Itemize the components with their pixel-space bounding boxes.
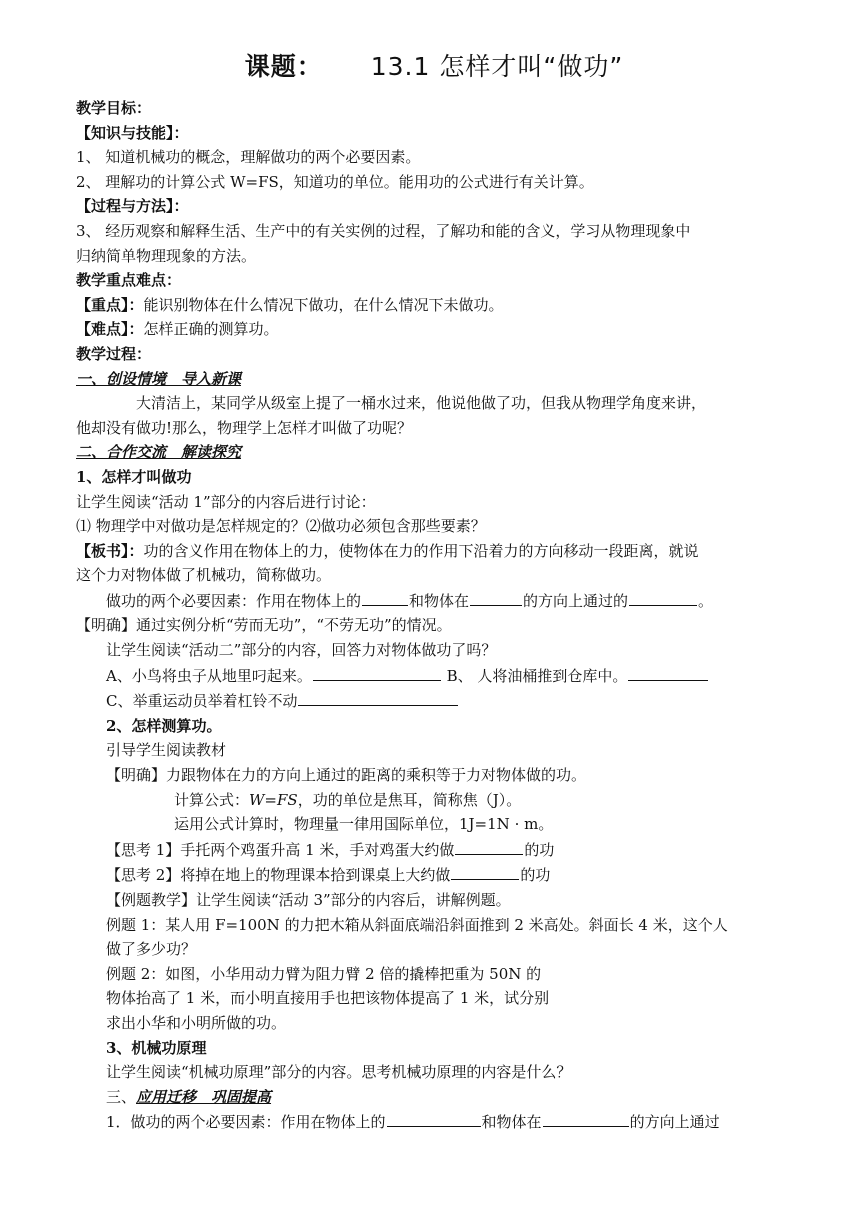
option-c-line <box>76 688 792 714</box>
think-2-suffix: 的功 <box>520 866 551 885</box>
knowledge-heading: 【知识与技能】： <box>76 123 189 142</box>
think-1-text: 【思考 1】手托两个鸡蛋升高 1 米，手对鸡蛋大约做 <box>106 840 455 859</box>
clarify-2: 【明确】力跟物体在力的方向上通过的距离的乘积等于力对物体做的功。 <box>106 766 587 785</box>
hard-point <box>76 317 792 342</box>
blank-distance[interactable] <box>629 588 697 606</box>
blank-option-c[interactable] <box>298 688 458 706</box>
objectives-heading: 教学目标： <box>76 99 152 117</box>
activity-1-line: 让学生阅读“活动 1”部分的内容后进行讨论： <box>76 492 376 511</box>
key-point <box>76 293 792 318</box>
question-1-text-a: 1．做功的两个必要因素：作用在物体上的 <box>106 1113 386 1132</box>
blank-option-a[interactable] <box>313 663 441 681</box>
example-2c: 求出小华和小明所做的功。 <box>106 1013 287 1032</box>
factors-text-d: 。 <box>698 591 714 610</box>
page-title <box>76 38 792 96</box>
title-text: 13.1 怎样才叫“做功” <box>370 52 624 81</box>
process-heading: 教学过程： <box>76 344 152 363</box>
blank-think-1[interactable] <box>455 837 523 855</box>
blank-direction[interactable] <box>470 588 522 606</box>
example-1a: 例题 1：某人用 F=100N 的力把木箱从斜面底端沿斜面推到 2 米高处。斜面长 4 米，这个人 <box>106 915 728 934</box>
board-label: 【板书】： <box>76 541 144 560</box>
hard-label: 【难点】： <box>76 320 144 339</box>
board-text-2: 这个力对物体做了机械功，简称做功。 <box>76 566 332 585</box>
title-label: 课题： <box>244 52 323 81</box>
formula-pre: 计算公式： <box>174 790 250 809</box>
factors-text-a: 做功的两个必要因素：作用在物体上的 <box>106 591 362 610</box>
blank-q1-direction[interactable] <box>543 1109 629 1127</box>
guide-line: 引导学生阅读教材 <box>106 741 227 760</box>
example-2b: 物体抬高了 1 米，而小明直接用手也把该物体提高了 1 米，试分别 <box>106 989 550 1008</box>
key-text: 能识别物体在什么情况下做功，在什么情况下未做功。 <box>143 295 504 314</box>
subsection-2-heading: 2、怎样测算功。 <box>106 716 222 735</box>
discussion-questions: ⑴ 物理学中对做功是怎样规定的？⑵做功必须包含那些要素？ <box>76 517 486 536</box>
think-1-suffix: 的功 <box>524 840 555 859</box>
hard-text: 怎样正确的测算功。 <box>143 320 279 339</box>
factors-text-b: 和物体在 <box>409 591 470 610</box>
document-page <box>76 38 792 1135</box>
principle-line: 让学生阅读“机械功原理”部分的内容。思考机械功原理的内容是什么？ <box>106 1063 572 1082</box>
options-ab <box>76 663 792 689</box>
section-3-text: 应用迁移 巩固提高 <box>136 1087 272 1106</box>
activity-2-line: 让学生阅读“活动二”部分的内容，回答力对物体做功了吗？ <box>106 641 497 660</box>
question-1-text-b: 和物体在 <box>481 1113 542 1132</box>
factors-line <box>76 588 792 614</box>
key-label: 【重点】： <box>76 295 144 314</box>
example-teach: 【例题教学】让学生阅读“活动 3”部分的内容后，讲解例题。 <box>106 891 511 909</box>
section-3-num: 三、 <box>106 1087 137 1106</box>
objective-item-3b: 归纳简单物理现象的方法。 <box>76 246 257 265</box>
units-line: 运用公式计算时，物理量一律用国际单位，1J=1N · m。 <box>174 815 554 834</box>
objective-item-3a: 3、 经历观察和解释生活、生产中的有关实例的过程，了解功和能的含义，学习从物理现象中 <box>76 221 691 240</box>
blank-option-b[interactable] <box>628 663 708 681</box>
blank-think-2[interactable] <box>451 862 519 880</box>
clarify-1: 【明确】通过实例分析“劳而无功”，“不劳无功”的情况。 <box>76 616 452 635</box>
factors-text-c: 的方向上通过的 <box>523 591 629 610</box>
subsection-3-heading: 3、机械功原理 <box>106 1038 207 1057</box>
board-text-1: 功的含义作用在物体上的力，使物体在力的作用下沿着力的方向移动一段距离，就说 <box>143 541 699 560</box>
objective-item-2: 2、 理解功的计算公式 W=FS，知道功的单位。能用功的公式进行有关计算。 <box>76 172 594 191</box>
keypoints-heading: 教学重点难点： <box>76 271 182 290</box>
formula-post: ，功的单位是焦耳，简称焦（J）。 <box>297 790 522 809</box>
think-2 <box>76 862 792 888</box>
section-2-title: 二、合作交流 解读探究 <box>76 443 242 462</box>
question-1 <box>76 1109 792 1135</box>
section-1-para-1: 大清洁上，某同学从级室上提了一桶水过来，他说他做了功，但我从物理学角度来讲， <box>136 394 707 413</box>
option-a: A、小鸟将虫子从地里叼起来。 <box>106 666 312 685</box>
think-1 <box>76 837 792 863</box>
subsection-1-heading: 1、怎样才叫做功 <box>76 467 192 486</box>
section-3-title <box>76 1085 792 1110</box>
option-b: B、 人将油桶推到仓库中。 <box>446 666 628 685</box>
formula: W=FS <box>249 790 298 809</box>
option-c: C、举重运动员举着杠铃不动 <box>106 692 298 711</box>
blank-q1-force[interactable] <box>387 1109 481 1127</box>
section-1-title: 一、创设情境 导入新课 <box>76 369 242 388</box>
blank-force[interactable] <box>362 588 408 606</box>
think-2-text: 【思考 2】将掉在地上的物理课本拾到课桌上大约做 <box>106 866 451 885</box>
example-1b: 做了多少功？ <box>106 940 197 959</box>
example-2a: 例题 2：如图，小华用动力臂为阻力臂 2 倍的撬棒把重为 50N 的 <box>106 964 542 983</box>
section-1-para-2: 他却没有做功!那么，物理学上怎样才叫做了功呢？ <box>76 418 413 437</box>
question-1-text-c: 的方向上通过 <box>629 1113 720 1132</box>
formula-line <box>76 788 792 813</box>
board-note-1 <box>76 539 792 564</box>
objective-item-1: 1、 知道机械功的概念，理解做功的两个必要因素。 <box>76 148 421 167</box>
process-method-heading: 【过程与方法】： <box>76 197 189 216</box>
